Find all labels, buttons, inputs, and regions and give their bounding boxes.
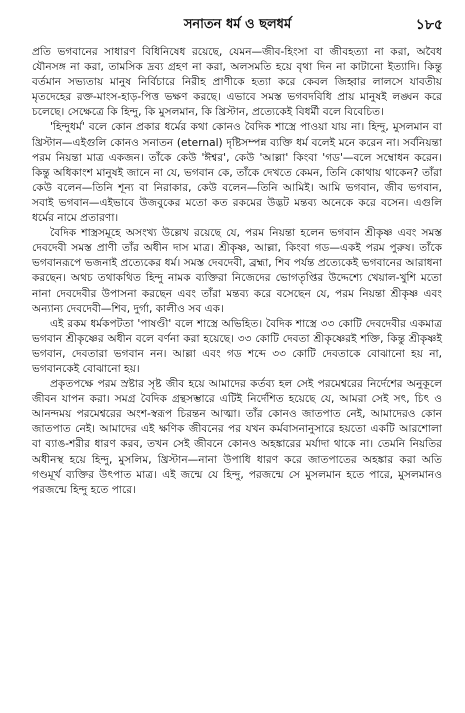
- running-title: সনাতন ধর্ম ও ছলধর্ম: [183, 17, 292, 32]
- paragraph: বৈদিক শাস্ত্রসমূহে অসংখ্য উল্লেখ রয়েছে যে, পরম নিয়ন্তা হলেন ভগবান শ্রীকৃষ্ণ এবং সমস্ত দেবদেবী সমস্ত প্রাণী তাঁর অধীন দাস মাত্র। শ্রীকৃষ্ণ, আল্লা, কিংবা গড—একই পরম পুরুষ। তাঁকে ভগবানরূপে ভজনাই প্রত্যেকের ধর্ম। সমস্ত দেবদেবী, ব্রহ্মা, শিব পর্যন্ত প্রত্যেকেই ভগবানের আরাধনা করছেন। অথচ তথাকথিত হিন্দু নামক ব্যক্তিরা নিজেদের ভোগতৃপ্তির উদ্দেশ্যে খেয়াল-খুশি মতো নানা দেবদেবীর উপাসনা করছেন এবং তাঁরা মন্তব্য করে বসেছেন যে, পরম নিয়ন্তা শ্রীকৃষ্ণ এবং অন্যান্য দেবদেবী—শিব, দুর্গা, কালীও সব এক।: [32, 227, 442, 315]
- page-number: ১৮৫: [415, 17, 443, 33]
- paragraph: 'হিন্দুধর্ম' বলে কোন প্রকার ধর্মের কথা কোনও বৈদিক শাস্ত্রে পাওয়া যায় না। হিন্দু, মুসলমান বা খ্রিস্টান—এইগুলি কোনও সনাতন (eternal) দৃষ্টিসম্পন্ন ব্যক্তি ধর্ম বলেই মনে করেন না। সর্বনিয়ন্তা পরম নিয়ন্তা মাত্র একজন। তাঁকে কেউ 'ঈশ্বর', কেউ 'আল্লা' কিংবা 'গড'—বলে সম্বোধন করেন। কিন্তু অধিকাংশ মানুষই জানে না যে, ভগবান কে, তাঁকে দেখতে কেমন, তিনি কোথায় থাকেন? তাঁরা কেউ বলেন—তিনি শূন্য বা নিরাকার, কেউ বলেন—তিনি আমিই। আমি ভগবান, জীব ভগবান, সবাই ভগবান—এইভাবে উজবুকের মতো কত রকমের উদ্ভট মন্তব্য অনেকে করে বসেন। এগুলি ধর্মের নামে প্রতারণা।: [32, 121, 442, 225]
- paragraph: প্রতি ভগবানের সাধারণ বিধিনিষেধ রয়েছে, যেমন—জীব-হিংসা বা জীবহত্যা না করা, অবৈধ যৌনসঙ্গ না করা, তামসিক দ্রব্য গ্রহণ না করা, অলসমতি হয়ে বৃথা দিন না কাটানো ইত্যাদি। কিন্তু বর্তমান সভ্যতায় মানুষ নির্বিচারে নিরীহ প্রাণীকে হত্যা করে কেবল জিহ্বার লালসে যাবতীয় মৃতদেহের রক্ত-মাংস-হাড়-পিত্ত ভক্ষণ করছে। এভাবে সমস্ত ভগবদবিধি প্রায় মানুষই লঙ্ঘন করে চলেছে। সেক্ষেত্রে কি হিন্দু, কি মুসলমান, কি খ্রিস্টান, প্রত্যেকেই বিধর্মী বলে বিবেচিত।: [32, 46, 442, 119]
- body-text: [32, 45, 442, 498]
- paragraph: এই রকম ধর্মকপটতা 'পাষণ্ডী' বলে শাস্ত্রে অভিহিত। বৈদিক শাস্ত্রে ৩৩ কোটি দেবদেবীর একমাত্র ভগবান শ্রীকৃষ্ণের অধীন বলে বর্ণনা করা হয়েছে। ৩৩ কোটি দেবতা শ্রীকৃষ্ণেরই শক্তি, কিন্তু শ্রীকৃষ্ণই ভগবান, দেবতারা ভগবান নন। আল্লা এবং গড শব্দে ৩৩ কোটি দেবতাকে বোঝানো হয় না, ভগবানকেই বোঝানো হয়।: [32, 317, 442, 375]
- page-header: [32, 14, 443, 36]
- paragraph: প্রকৃতপক্ষে পরম স্রষ্টার সৃষ্ট জীব হয়ে আমাদের কর্তব্য হল সেই পরমেশ্বরের নির্দেশের অনুকূলে জীবন যাপন করা। সমগ্র বৈদিক গ্রন্থসম্ভারে এটিই নির্দেশিত হয়েছে যে, আমরা সেই সৎ, চিৎ ও আনন্দময় পরমেশ্বরের অংশ-স্বরূপ চিরন্তন আত্মা। তাঁর কোনও জাতপাত নেই, আমাদেরও কোন জাতপাত নেই। আমাদের এই ক্ষণিক জীবনের পর যখন কর্মবাসনানুসারে হয়তো একটি আরশোলা বা ব্যাঙ-শরীর ধারণ করব, তখন সেই জীবনে কোনও অহঙ্কারের মর্যাদা থাকে না। তেমনি নিয়তির অধীনস্থ হয়ে হিন্দু, মুসলিম, খ্রিস্টান—নানা উপাধি ধারণ করে জাতপাতের অহঙ্কার করা অতি গণ্ডমূর্খ ব্যক্তির উৎপাত মাত্র। এই জন্মে যে হিন্দু, পরজন্মে সে মুসলমান হতে পারে, মুসলমানও পরজন্মে হিন্দু হতে পারে।: [32, 378, 442, 496]
